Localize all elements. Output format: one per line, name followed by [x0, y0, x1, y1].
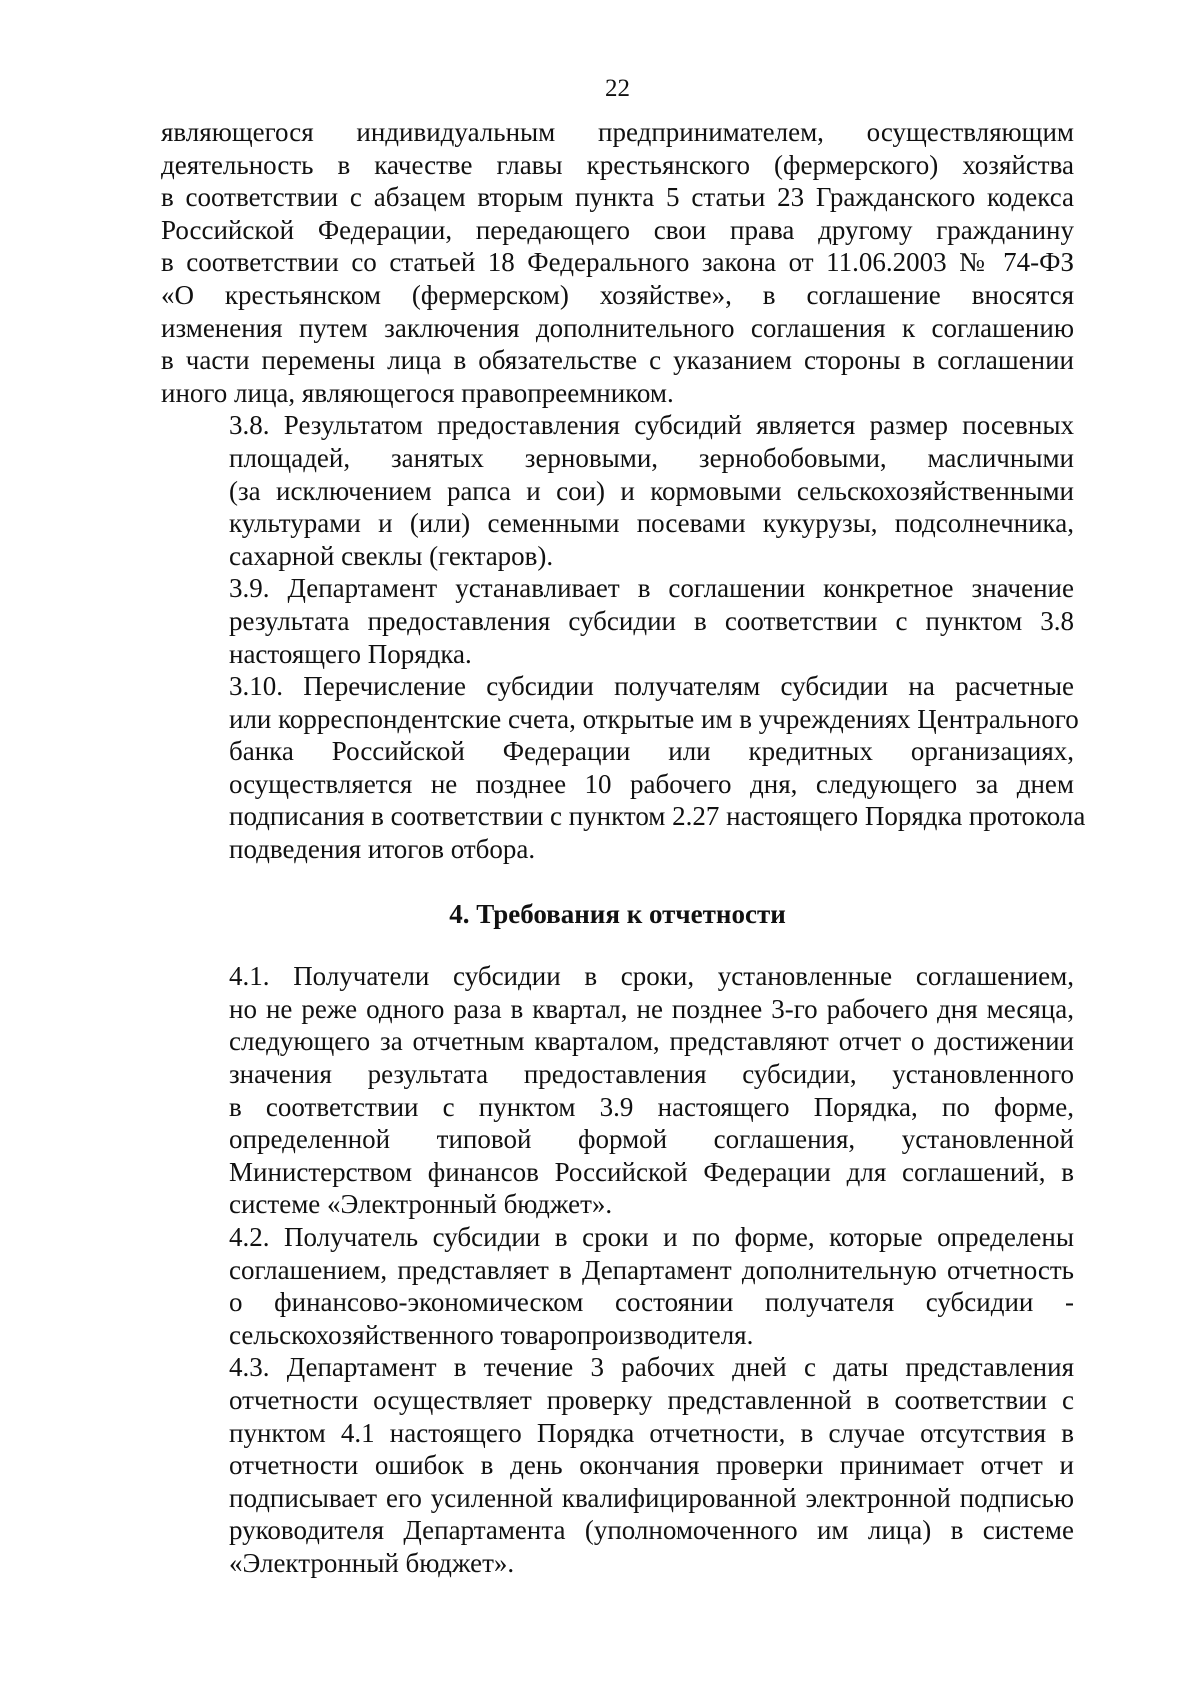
text-line: изменения путем заключения дополнительного соглашения к соглашению	[161, 312, 1074, 343]
text-line: следующего за отчетным кварталом, представляют отчет о достижении	[229, 1026, 1074, 1057]
text-line: 4.1. Получатели субсидии в сроки, установленные соглашением,	[229, 961, 1074, 992]
paragraph-4-1	[161, 960, 1074, 1221]
text-line: культурами и (или) семенными посевами кукурузы, подсолнечника,	[229, 508, 1074, 539]
text-line: 3.8. Результатом предоставления субсидий является размер посевных	[229, 410, 1074, 441]
paragraph-4-3	[161, 1351, 1074, 1579]
text-line: результата предоставления субсидии в соответствии с пунктом 3.8	[229, 605, 1074, 636]
document-body	[161, 116, 1086, 1580]
paragraphs-after	[161, 960, 1074, 1579]
text-line: соглашением, представляет в Департамент дополнительную отчетность	[229, 1254, 1074, 1285]
text-line: Российской Федерации, передающего свои права другому гражданину	[161, 214, 1074, 245]
text-line: подписания в соответствии с пунктом 2.27 настоящего Порядка протокола	[229, 801, 1086, 832]
page-number: 22	[605, 75, 630, 102]
paragraph-3-8	[161, 409, 1074, 572]
text-line: но не реже одного раза в квартал, не позднее 3-го рабочего дня месяца,	[229, 993, 1074, 1024]
text-line: определенной типовой формой соглашения, установленной	[229, 1124, 1074, 1155]
text-line: банка Российской Федерации или кредитных организациях,	[229, 736, 1074, 767]
paragraph-continuation	[161, 116, 1074, 409]
text-line: о финансово-экономическом состоянии получателя субсидии -	[229, 1287, 1074, 1318]
text-line: являющегося индивидуальным предпринимателем, осуществляющим	[161, 117, 1074, 147]
text-line: настоящего Порядка.	[229, 638, 472, 669]
section-heading: 4. Требования к отчетности	[449, 898, 786, 929]
paragraphs-before	[161, 116, 1086, 866]
paragraph-3-10	[161, 670, 1086, 866]
text-line: 4.2. Получатель субсидии в сроки и по форме, которые определены	[229, 1222, 1074, 1252]
text-line: «О крестьянском (фермерском) хозяйстве», в соглашение вносятся	[161, 279, 1074, 310]
text-line: значения результата предоставления субсидии, установленного	[229, 1059, 1074, 1090]
text-line: «Электронный бюджет».	[229, 1547, 515, 1578]
text-line: отчетности осуществляет проверку представленной в соответствии с	[229, 1384, 1074, 1415]
text-line: деятельность в качестве главы крестьянского (фермерского) хозяйства	[161, 149, 1074, 180]
text-line: 3.9. Департамент устанавливает в соглашении конкретное значение	[229, 573, 1074, 604]
text-line: 4.3. Департамент в течение 3 рабочих дней с даты представления	[229, 1352, 1074, 1383]
text-line: 3.10. Перечисление субсидии получателям субсидии на расчетные	[229, 671, 1074, 702]
text-line: системе «Электронный бюджет».	[229, 1189, 613, 1220]
text-line: в соответствии со статьей 18 Федерального закона от 11.06.2003 № 74-ФЗ	[161, 247, 1074, 278]
text-line: подведения итогов отбора.	[229, 834, 536, 865]
text-line: сельскохозяйственного товаропроизводителя.	[229, 1319, 754, 1350]
text-line: в части перемены лица в обязательстве с указанием стороны в соглашении	[161, 345, 1074, 376]
text-line: площадей, занятых зерновыми, зернобобовыми, масличными	[229, 442, 1074, 473]
text-line: отчетности ошибок в день окончания проверки принимает отчет и	[229, 1450, 1074, 1481]
paragraph-3-9	[161, 572, 1074, 670]
text-line: сахарной свеклы (гектаров).	[229, 540, 554, 571]
text-line: руководителя Департамента (уполномоченного им лица) в системе	[229, 1515, 1074, 1546]
text-line: (за исключением рапса и сои) и кормовыми сельскохозяйственными	[229, 475, 1074, 506]
text-line: в соответствии с пунктом 3.9 настоящего Порядка, по форме,	[229, 1091, 1074, 1122]
text-line: в соответствии с абзацем вторым пункта 5 статьи 23 Гражданского кодекса	[161, 182, 1074, 213]
text-line: осуществляется не позднее 10 рабочего дня, следующего за днем	[229, 768, 1074, 799]
text-line: иного лица, являющегося правопреемником.	[161, 377, 674, 408]
paragraph-4-2	[161, 1221, 1074, 1351]
text-line: Министерством финансов Российской Федерации для соглашений, в	[229, 1156, 1074, 1187]
text-line: подписывает его усиленной квалифицированной электронной подписью	[229, 1482, 1074, 1513]
text-line: пунктом 4.1 настоящего Порядка отчетности, в случае отсутствия в	[229, 1417, 1074, 1448]
text-line: или корреспондентские счета, открытые им в учреждениях Центрального	[229, 703, 1079, 734]
